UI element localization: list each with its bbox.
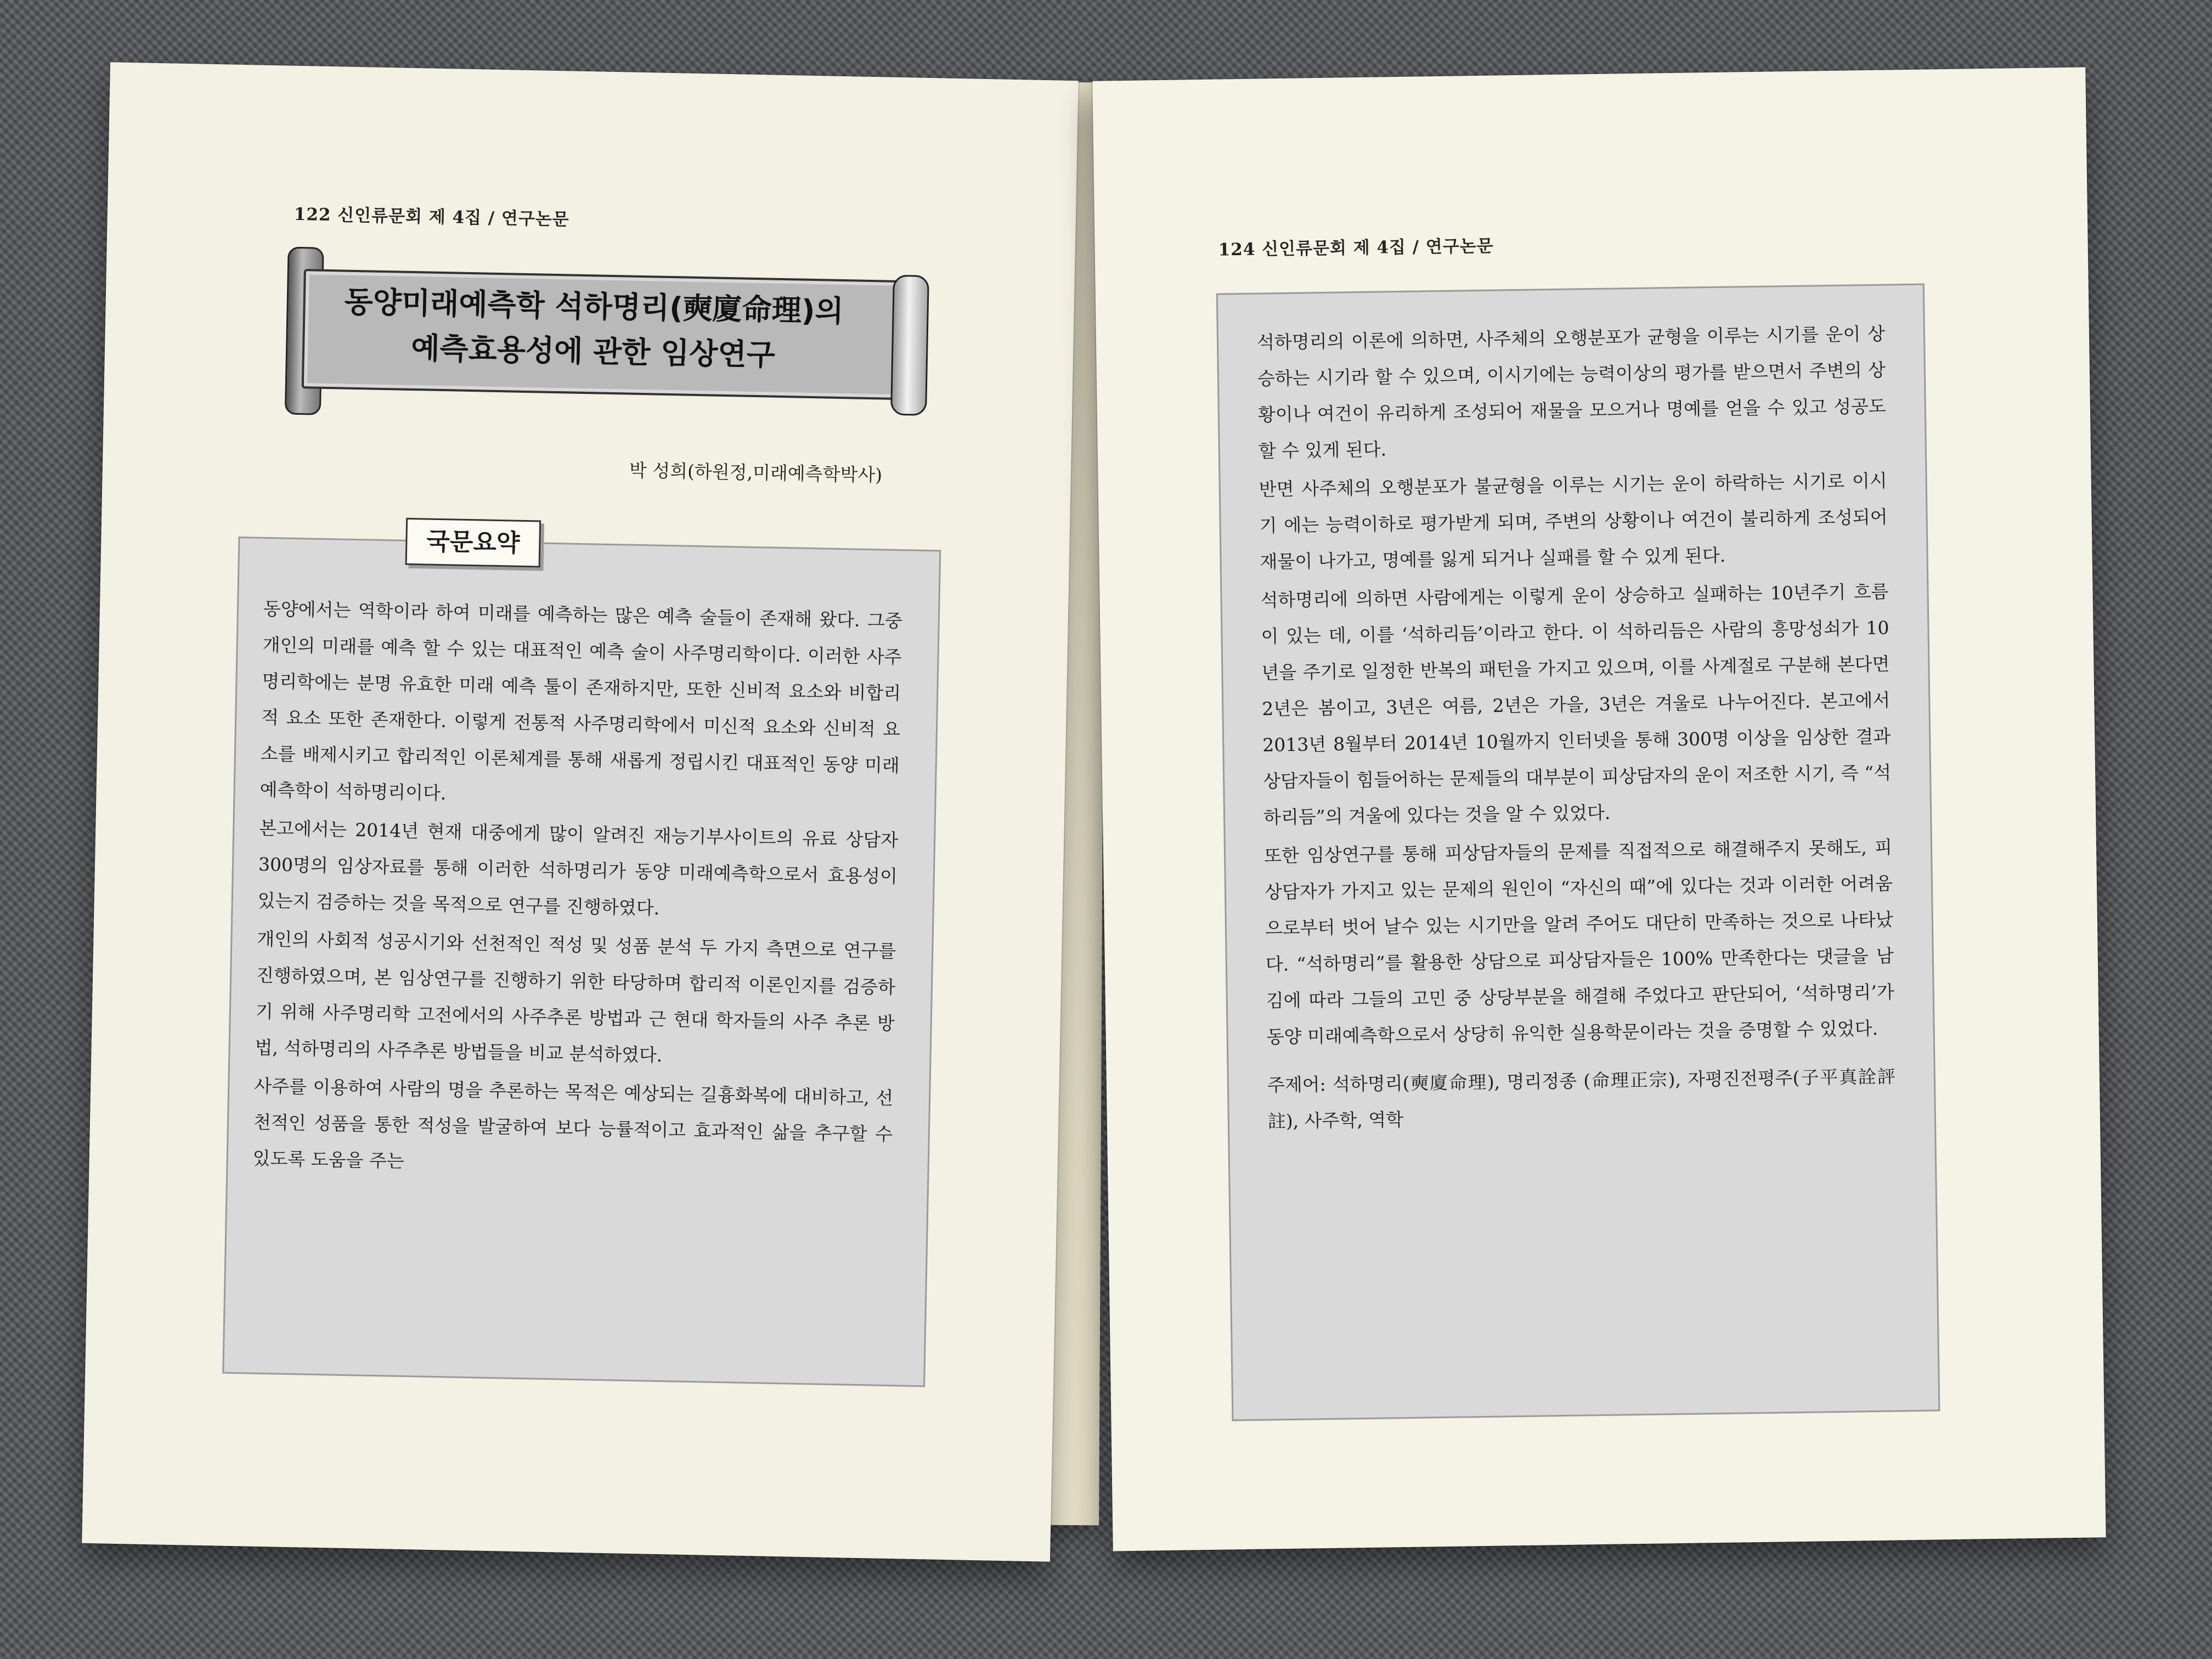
left-page bbox=[82, 62, 1079, 1561]
abstract-paragraph: 본고에서는 2014년 현재 대중에게 많이 알려진 재능기부사이트의 유료 상담자 300명의 임상자료를 통해 이러한 석하명리가 동양 미래예측학으로서 효용성이 있는지 검증하는 것을 목적으로 연구를 진행하였다. bbox=[257, 817, 899, 919]
keywords-line: 주제어: 석하명리(奭廈命理), 명리정종 (命理正宗), 자평진전평주(子平真詮評註), 사주학, 역학 bbox=[1267, 1065, 1896, 1132]
right-running-head: 124 신인류문회 제 4집 / 연구논문 bbox=[1218, 236, 1494, 260]
abstract-paragraph: 동양에서는 역학이라 하여 미래를 예측하는 많은 예측 술들이 존재해 왔다. 그중 개인의 미래를 예측 할 수 있는 대표적인 예측 술이 사주명리학이다. 이러한 사주명리학에는 분명 유효한 미래 예측 툴이 존재하지만, 또한 신비적 요소와 비합리적 요소 또한 존재한다. 이렇게 전통적 사주명리학에서 미신적 요소와 신비적 요소를 배제시키고 합리적인 이론체계를 통해 새롭게 정립시킨 대표적인 동양 미래예측학이 석하명리이다. bbox=[259, 597, 903, 804]
scroll-rod-right bbox=[890, 275, 929, 416]
abstract-box bbox=[222, 537, 941, 1387]
abstract-continuation-text bbox=[1257, 316, 1897, 1142]
abstract-paragraph: 석하명리에 의하면 사람에게는 이렇게 운이 상승하고 실패하는 10년주기 흐름이 있는 데, 이를 ‘석하리듬’이라고 한다. 이 석하리듬은 사람의 흥망성쇠가 10년을 주기로 일정한 반복의 패턴을 가지고 있으며, 이를 사계절로 구분해 본다면 2년은 봄이고, 3년은 여름, 2년은 가을, 3년은 겨울로 나누어진다. 본고에서 2013년 8월부터 2014년 10월까지 인터넷을 통해 300명 이상을 임상한 결과 상담자들이 힘들어하는 문제들의 대부분이 피상담자의 운이 저조한 시기, 즉 “석하리듬”의 겨울에 있다는 것을 알 수 있었다. bbox=[1260, 580, 1892, 828]
abstract-label: 국문요약 bbox=[405, 518, 541, 568]
abstract-paragraph: 석하명리의 이론에 의하면, 사주체의 오행분포가 균형을 이루는 시기를 운이 상승하는 시기라 할 수 있으며, 이시기에는 능력이상의 평가를 받으면서 주변의 상황이나 여건이 유리하게 조성되어 재물을 모으거나 명예를 얻을 수 있고 성공도 할 수 있게 된다. bbox=[1256, 323, 1887, 462]
abstract-continuation-box bbox=[1216, 284, 1940, 1421]
author-line: 박 성희(하원정,미래예측학박사) bbox=[629, 459, 883, 486]
title-scroll-banner bbox=[285, 247, 930, 424]
abstract-paragraph: 사주를 이용하여 사람의 명을 추론하는 목적은 예상되는 길흉화복에 대비하고, 선천적인 성품을 통한 적성을 발굴하여 보다 능률적이고 효과적인 삶을 추구할 수 있도록 도움을 주는 bbox=[252, 1075, 894, 1172]
abstract-text bbox=[252, 591, 902, 1191]
article-title bbox=[329, 279, 857, 379]
abstract-paragraph: 반면 사주체의 오행분포가 불균형을 이루는 시기는 운이 하락하는 시기로 이시기 에는 능력이하로 평가받게 되며, 주변의 상황이나 여건이 불리하게 조성되어 재물이 나가고, 명예를 잃게 되거나 실패를 할 수 있게 된다. bbox=[1259, 470, 1888, 573]
right-page bbox=[1092, 67, 2106, 1551]
left-running-head: 122 신인류문회 제 4집 / 연구논문 bbox=[294, 204, 570, 230]
abstract-paragraph: 또한 임상연구를 통해 피상담자들의 문제를 직접적으로 해결해주지 못해도, 피상담자가 가지고 있는 문제의 원인이 “자신의 때”에 있다는 것과 이러한 어려움으로부터 벗어 날수 있는 시기만을 알려 주어도 대단히 만족하는 것으로 나타났다. “석하명리”를 활용한 상담으로 피상담자들은 100% 만족한다는 댓글을 남김에 따라 그들의 고민 중 상당부분을 해결해 주었다고 판단되어, ‘석하명리’가 동양 미래예측학으로서 상당히 유익한 실용학문이라는 것을 증명할 수 있었다. bbox=[1263, 836, 1894, 1048]
title-line-2: 예측효용성에 관한 임상연구 bbox=[410, 330, 776, 373]
abstract-paragraph: 개인의 사회적 성공시기와 선천적인 적성 및 성품 분석 두 가지 측면으로 연구를 진행하였으며, 본 임상연구를 진행하기 위한 타당하며 합리적 이론인지를 검증하기 위해 사주명리학 고전에서의 사주추론 방법과 근 현대 학자들의 사주 추론 방법, 석하명리의 사주추론 방법들을 비교 분석하였다. bbox=[255, 928, 896, 1066]
title-line-1: 동양미래예측학 석하명리(奭廈命理)의 bbox=[344, 284, 844, 329]
